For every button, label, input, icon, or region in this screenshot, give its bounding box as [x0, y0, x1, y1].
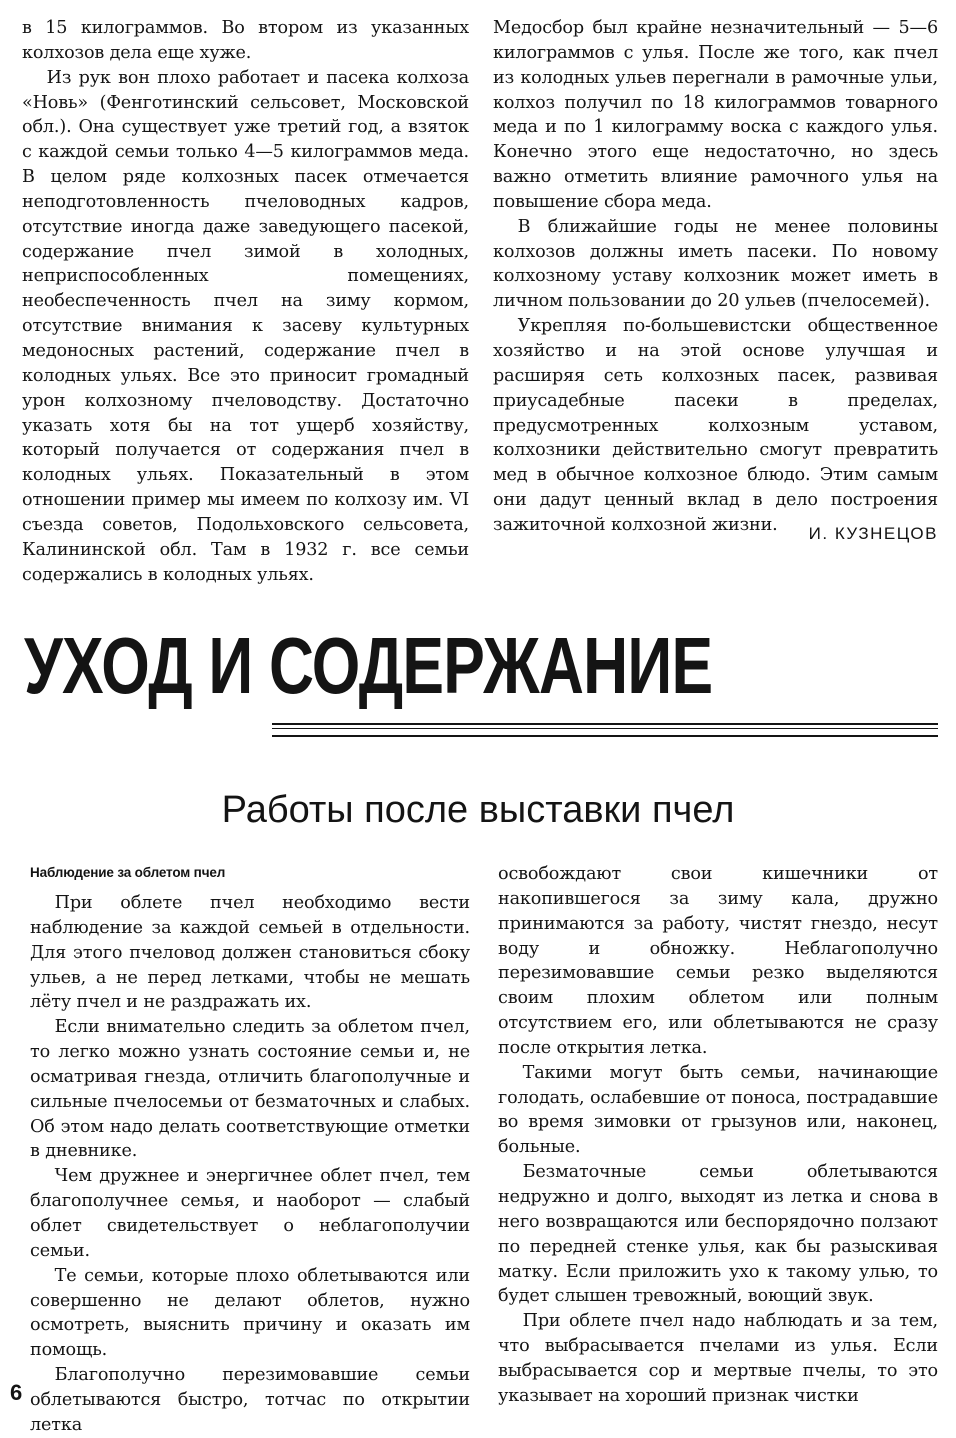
- paragraph: Если внимательно следить за облетом пчел, то легко можно узнать состояние семьи и, не осматривая гнезда, отличить благополучные и сильные пчелосемьи от безматочных и слабых. Об этом надо делать соответствующие отметки в дневнике.: [30, 1017, 470, 1162]
- paragraph: Укрепляя по-большевистски общественное хозяйство и на этой основе улучшая и расширяя сеть колхозных пасек, развивая приусадебные пасеки в пределах, предусмотренных колхозным уставом, колхозники действительно смогут превратить мед в обычное колхозное блюдо. Этим самым они дадут ценный вклад в дело построения зажиточной колхозной жизни.: [493, 316, 938, 535]
- article-left-column: [30, 862, 470, 1438]
- paragraph: Чем дружнее и энергичнее облет пчел, тем благополучнее семья, и наоборот — слабый облет свидетельствует о неблагополучии семьи.: [30, 1166, 470, 1261]
- section-heading: УХОД И СОДЕРЖАНИЕ: [24, 621, 713, 710]
- top-right-column: [493, 16, 938, 538]
- top-left-column: [22, 16, 469, 587]
- paragraph: Те семьи, которые плохо облетываются или совершенно не делают облетов, нужно осмотреть, выяснить причину и оказать им помощь.: [30, 1265, 470, 1361]
- paragraph: в 15 килограммов. Во втором из указанных колхозов дела еще хуже.: [22, 18, 469, 63]
- paragraph: Из рук вон плохо работает и пасека колхоза «Новь» (Фенготинский сельсовет, Московской обл.). Она существует уже третий год, а взяток с каждой семьи только 4—5 килограммов меда. В целом ряде колхозных пасек отмечается неподготовленность пчеловодных кадров, отсутствие иногда даже заведующего пасекой, содержание пчел зимой в холодных, неприспособленных помещениях, необеспеченность пчел на зиму кормом, отсутствие внимания к засеву культурных медоносных растений, содержание пчел в колодных ульях. Все это приносит громадный урон колхозному пчеловодству. Достаточно указать хотя бы на тот ущерб хозяйству, который получается от содержания пчел в колодных ульях. Показательный в этом отношении пример мы имеем по колхозу им. VI съезда советов, Подольховского сельсовета, Калининской обл. Там в 1932 г. все семьи содержались в колодных ульях.: [22, 67, 469, 585]
- page-number: 6: [10, 1380, 23, 1405]
- paragraph: Такими могут быть семьи, начинающие голодать, ослабевшие от поноса, пострадавшие во время зимовки от грызунов или, наконец, больные.: [498, 1062, 938, 1158]
- paragraph: Безматочные семьи облетываются недружно и долго, выходят из летка и снова в него возвращаются или беспорядочно ползают по передней стенке улья, как бы разыскивая матку. Если приложить ухо к такому улью, то будет слышен тревожный, воющий звук.: [498, 1162, 938, 1307]
- paragraph: Медосбор был крайне незначительный — 5—6 килограммов с улья. После же того, как пчел из колодных ульев перегнали в рамочные ульи, колхоз получил по 18 килограммов товарного меда и по 1 килограмму воска с каждого улья. Конечно этого еще недостаточно, но здесь важно отметить влияние рамочного улья на повышение сбора меда.: [493, 18, 938, 212]
- paragraph: При облете пчел надо наблюдать и за тем, что выбрасывается пчелами из улья. Если выбрасывается сор и мертвые пчелы, то это указывает на хороший признак чистки: [498, 1311, 938, 1406]
- author-signature: И. КУЗНЕЦОВ: [808, 524, 938, 543]
- paragraph: Благополучно перезимовавшие семьи облетываются быстро, тотчас по открытии летка: [30, 1365, 470, 1435]
- article-title: Работы после выставки пчел: [221, 789, 735, 831]
- paragraph: В ближайшие годы не менее половины колхозов должны иметь пасеки. По новому колхозному уставу колхозник может иметь в личном пользовании до 20 ульев (пчелосемей).: [493, 216, 938, 312]
- paragraph: При облете пчел необходимо вести наблюдение за каждой семьей в отдельности. Для этого пчеловод должен становиться сбоку ульев, а не перед летками, чтобы не мешать лёту пчел и не раздражать их.: [30, 893, 470, 1013]
- article-subhead: Наблюдение за облетом пчел: [30, 865, 226, 880]
- paragraph: освобождают свои кишечники от накопившегося за зиму кала, дружно принимаются за работу, чистят гнездо, несут воду и обножку. Неблагополучно перезимовавшие семьи резко выделяются своим плохим облетом или полным отсутствием его, или облетываются не сразу после открытия летка.: [498, 864, 938, 1058]
- article-right-column: [498, 862, 938, 1409]
- heading-rule: [272, 723, 938, 737]
